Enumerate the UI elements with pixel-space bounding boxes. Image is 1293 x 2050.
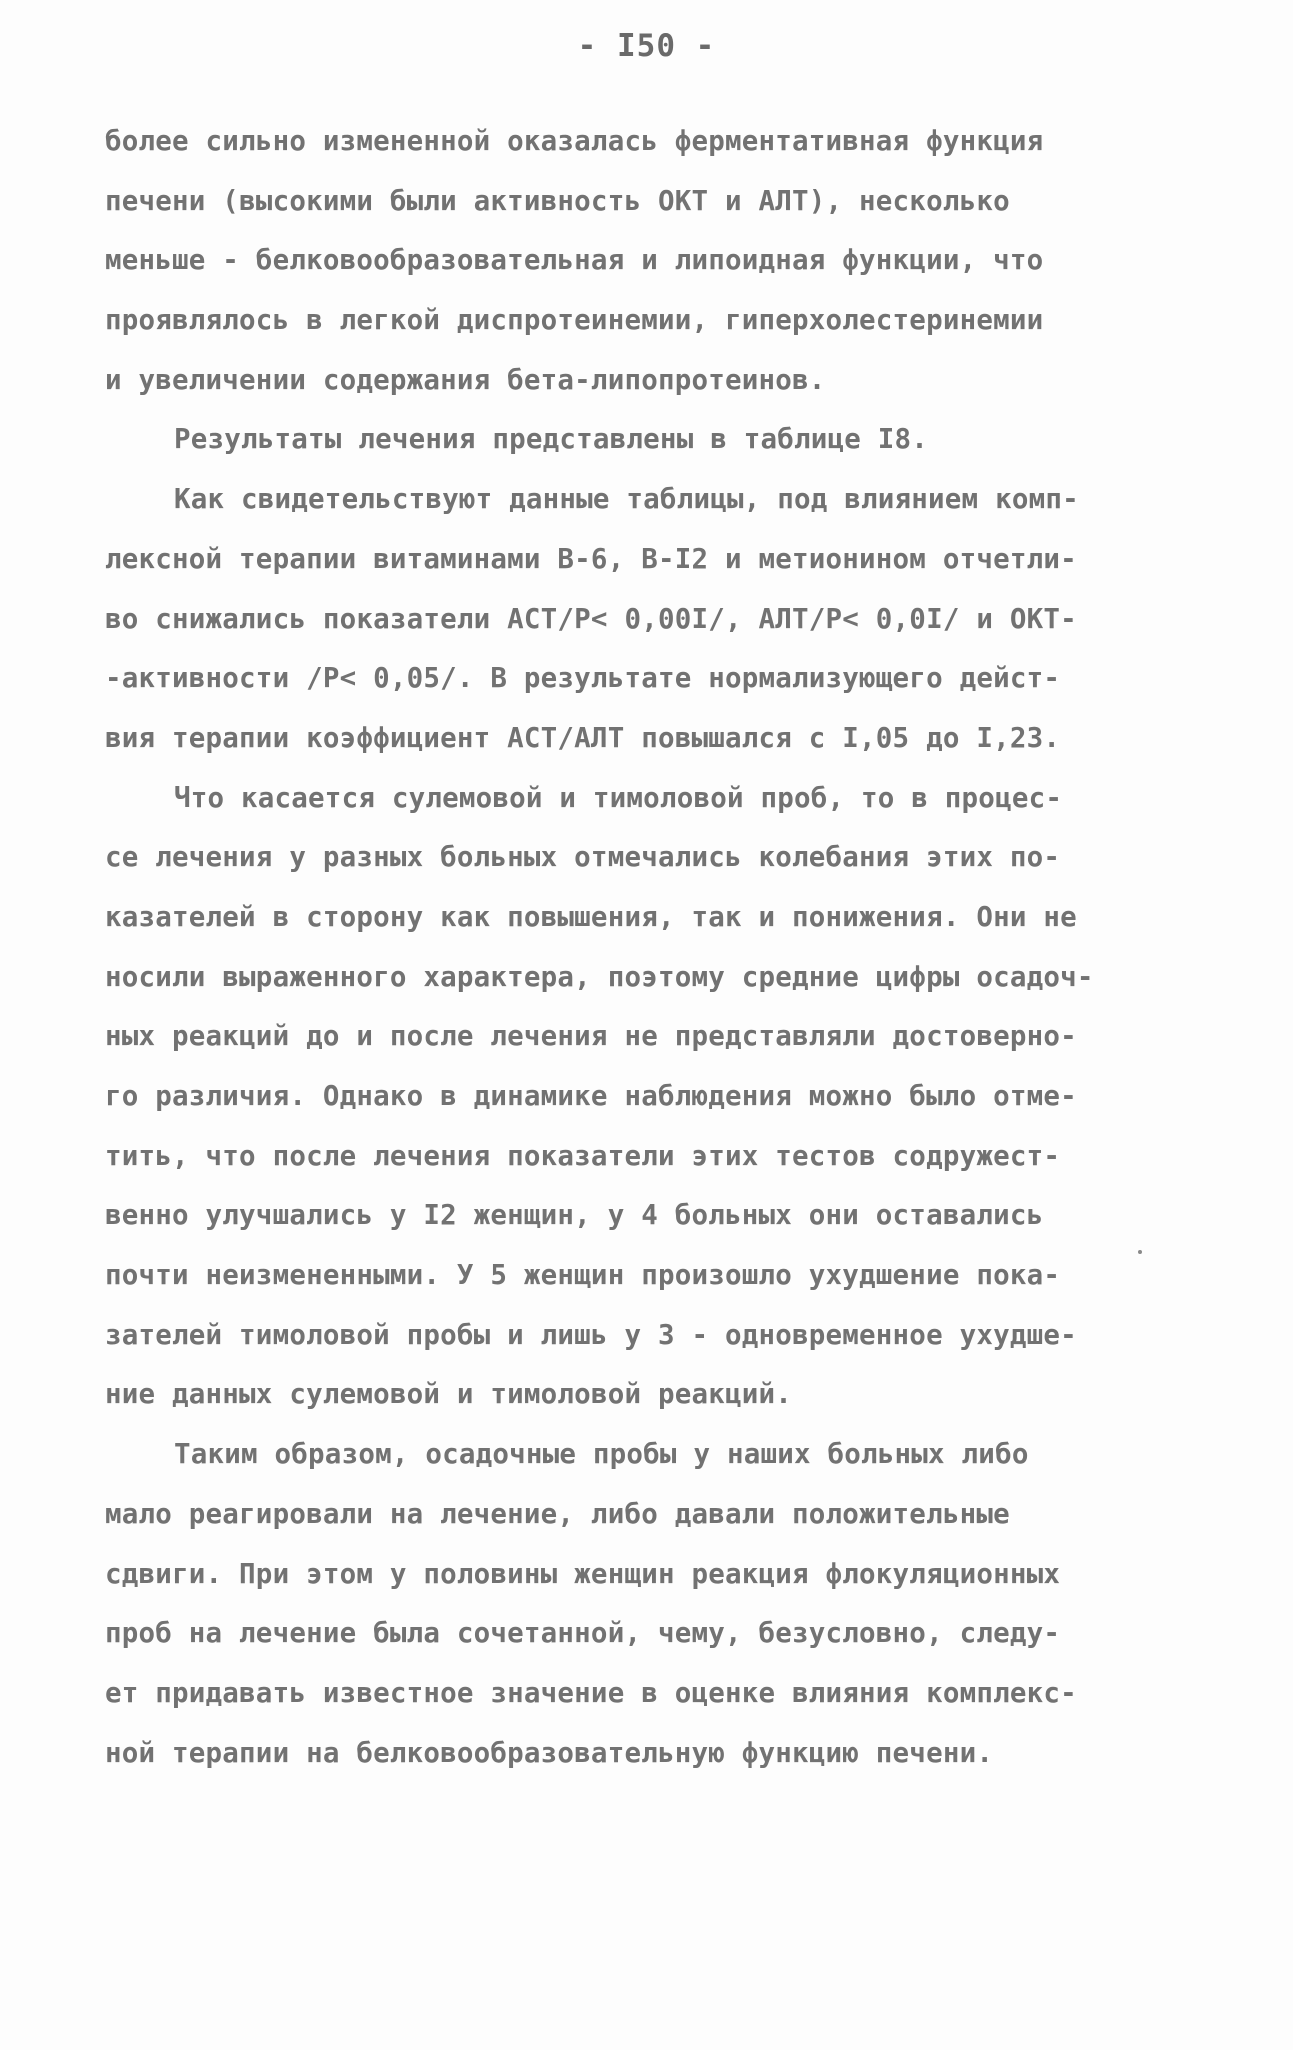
text-line: ных реакций до и после лечения не представляли достоверно- — [105, 1020, 1077, 1053]
text-line: и увеличении содержания бета-липопротеинов. — [105, 363, 826, 396]
text-line: венно улучшались у I2 женщин, у 4 больных они оставались — [105, 1199, 1044, 1232]
text-line: се лечения у разных больных отмечались колебания этих по- — [105, 841, 1061, 874]
text-line: тить, что после лечения показатели этих тестов содружест- — [105, 1139, 1061, 1172]
text-line: ние данных сулемовой и тимоловой реакций. — [105, 1378, 793, 1411]
text-line: проявлялось в легкой диспротеинемии, гиперхолестеринемии — [105, 304, 1044, 337]
text-line: зателей тимоловой пробы и лишь у 3 - одновременное ухудше- — [105, 1318, 1077, 1351]
text-line: более сильно измененной оказалась ферментативная функция — [105, 125, 1044, 157]
text-line: вия терапии коэффициент АСТ/АЛТ повышался с I,05 до I,23. — [105, 721, 1061, 754]
paragraph-first-line: Как свидетельствуют данные таблицы, под влиянием комп- — [174, 483, 1079, 516]
text-line: почти неизмененными. У 5 женщин произошло ухудшение пока- — [105, 1259, 1061, 1292]
text-line: -активности /Р< 0,05/. В результате нормализующего дейст- — [105, 662, 1061, 695]
text-line: лексной терапии витаминами В-6, В-I2 и метионином отчетли- — [105, 542, 1077, 575]
text-line: меньше - белковообразовательная и липоидная функции, что — [105, 244, 1044, 277]
text-line: во снижались показатели АСТ/Р< 0,00I/, АЛТ/Р< 0,0I/ и ОКТ- — [105, 602, 1077, 635]
text-line: носили выраженного характера, поэтому средние цифры осадоч- — [105, 960, 1094, 993]
text-line: казателей в сторону как повышения, так и понижения. Они не — [105, 900, 1077, 933]
text-line: сдвиги. При этом у половины женщин реакция флокуляционных — [105, 1557, 1061, 1590]
text-line: ет придавать известное значение в оценке влияния комплекс- — [105, 1676, 1077, 1709]
text-line: проб на лечение была сочетанной, чему, безусловно, следу- — [105, 1617, 1061, 1650]
paragraph-first-line: Что касается сулемовой и тимоловой проб, то в процес- — [174, 781, 1063, 814]
text-line: печени (высокими были активность ОКТ и АЛТ), несколько — [105, 184, 1010, 217]
paragraph-first-line: Результаты лечения представлены в таблице I8. — [174, 423, 929, 456]
text-line: мало реагировали на лечение, либо давали положительные — [105, 1497, 1010, 1530]
text-body — [105, 112, 1185, 1783]
text-line: го различия. Однако в динамике наблюдения можно было отме- — [105, 1080, 1077, 1112]
text-line: ной терапии на белковообразовательную функцию печени. — [105, 1736, 994, 1769]
paragraph-first-line: Таким образом, осадочные пробы у наших больных либо — [174, 1438, 1029, 1471]
scan-speck — [1138, 1250, 1142, 1254]
page-number: - I50 - — [577, 28, 716, 64]
